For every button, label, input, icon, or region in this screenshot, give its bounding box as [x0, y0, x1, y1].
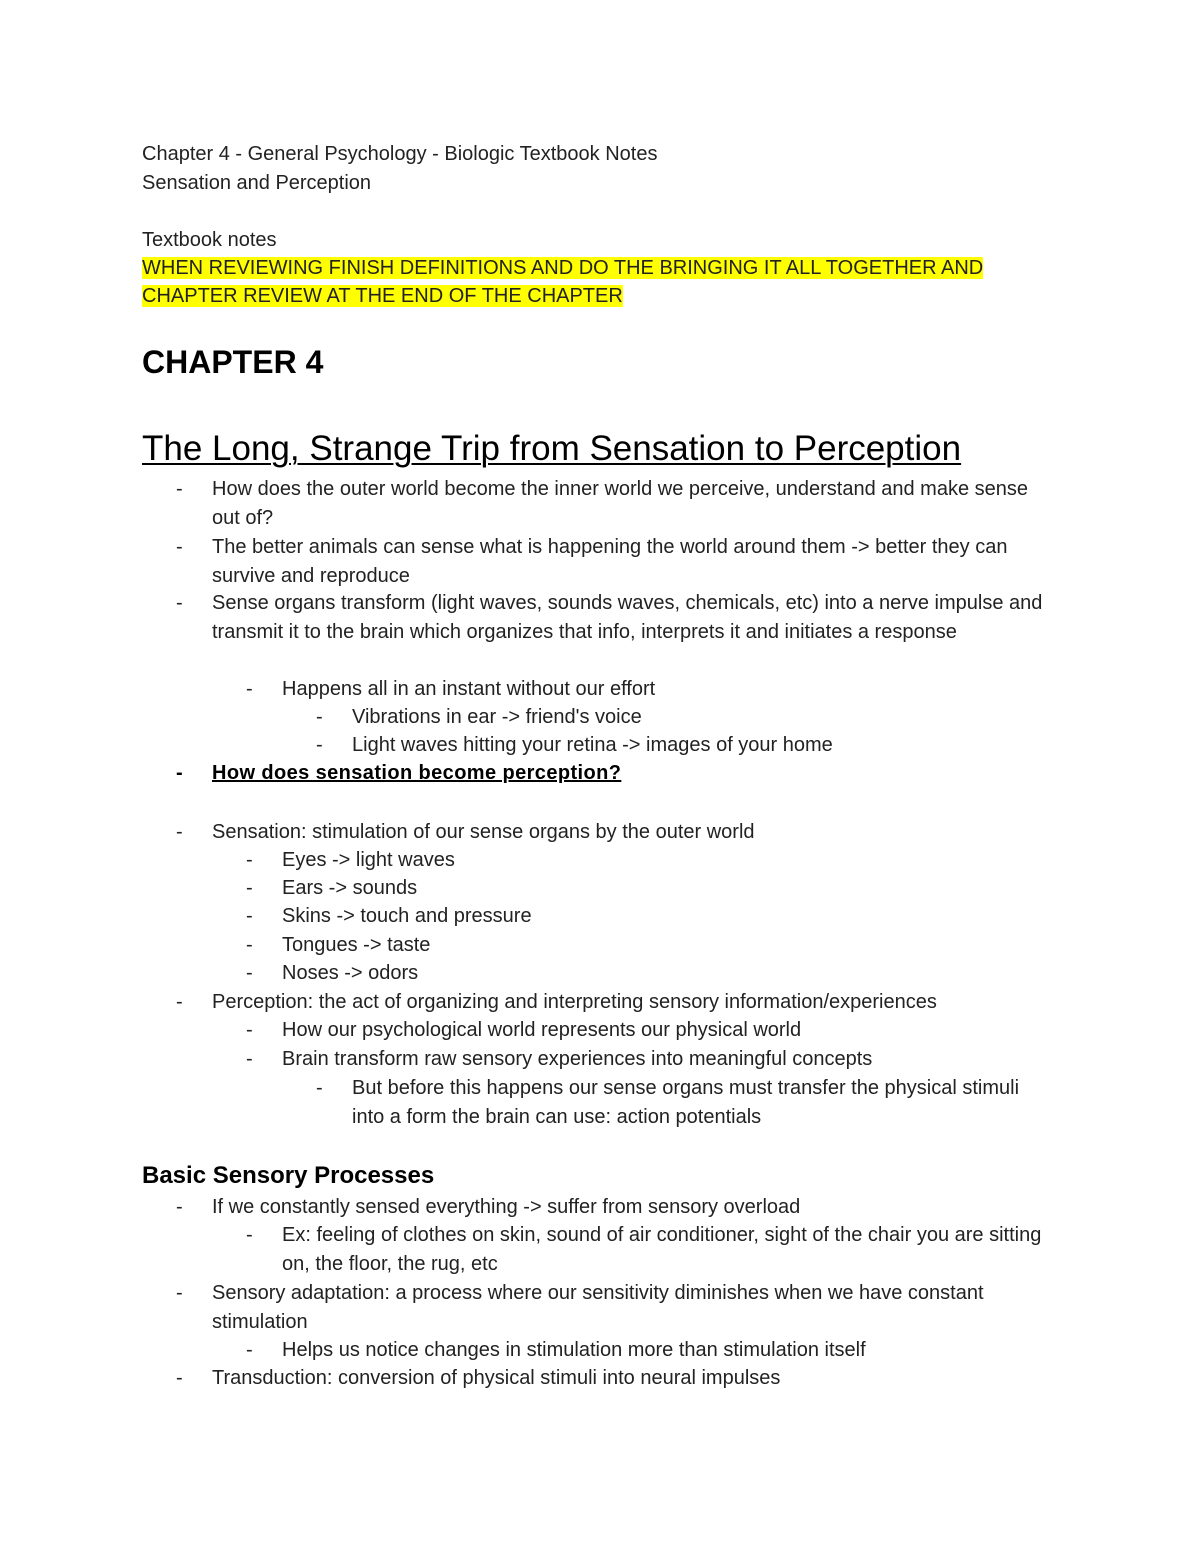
list-item-text: Tongues -> taste — [282, 934, 431, 956]
bullet-dash: - — [176, 592, 183, 614]
section-title: The Long, Strange Trip from Sensation to Perception — [142, 429, 962, 468]
textbook-notes-label: Textbook notes — [142, 229, 277, 251]
list-item-text: Happens all in an instant without our effort — [282, 678, 656, 700]
bullet-dash: - — [246, 1019, 253, 1041]
bullet-dash: - — [176, 762, 183, 784]
review-reminder-line-1 — [142, 254, 983, 282]
list-item-text: Eyes -> light waves — [282, 849, 455, 871]
bullet-dash: - — [176, 536, 183, 558]
bullet-dash: - — [246, 1339, 253, 1361]
bullet-dash: - — [246, 1048, 253, 1070]
question-heading: How does sensation become perception? — [212, 762, 622, 784]
list-item-text: Ex: feeling of clothes on skin, sound of air conditioner, sight of the chair you are sitting on, the floor, the rug, etc — [282, 1224, 1042, 1275]
chapter-heading: CHAPTER 4 — [142, 344, 324, 380]
list-item-text: Transduction: conversion of physical stimuli into neural impulses — [212, 1367, 781, 1389]
bullet-dash: - — [246, 678, 253, 700]
list-item-text: Perception: the act of organizing and interpreting sensory information/experiences — [212, 991, 937, 1013]
bullet-dash: - — [246, 877, 253, 899]
bullet-dash: - — [176, 1367, 183, 1389]
bullet-dash: - — [176, 478, 183, 500]
bullet-dash: - — [176, 1196, 183, 1218]
document-header-title: Chapter 4 - General Psychology - Biologic Textbook Notes — [142, 143, 658, 165]
list-item-text: Sensory adaptation: a process where our sensitivity diminishes when we have constant stimulation — [212, 1282, 984, 1333]
bullet-dash: - — [246, 849, 253, 871]
list-item-text: Brain transform raw sensory experiences into meaningful concepts — [282, 1048, 873, 1070]
bullet-dash: - — [176, 1282, 183, 1304]
bullet-dash: - — [316, 734, 323, 756]
list-item-text: If we constantly sensed everything -> suffer from sensory overload — [212, 1196, 801, 1218]
bullet-dash: - — [246, 962, 253, 984]
list-item-text: How does the outer world become the inner world we perceive, understand and make sense out of? — [212, 478, 1029, 529]
subsection-title: Basic Sensory Processes — [142, 1162, 435, 1189]
document-header-subtitle: Sensation and Perception — [142, 172, 372, 194]
list-item-text: Sense organs transform (light waves, sounds waves, chemicals, etc) into a nerve impulse and transmit it to the brain which organizes that info, interprets it and initiates a response — [212, 592, 1043, 643]
bullet-dash: - — [246, 934, 253, 956]
review-reminder-line-2 — [142, 282, 623, 310]
list-item-text: How our psychological world represents our physical world — [282, 1019, 802, 1041]
list-item-text: Helps us notice changes in stimulation more than stimulation itself — [282, 1339, 866, 1361]
bullet-dash: - — [176, 821, 183, 843]
list-item-text: The better animals can sense what is happening the world around them -> better they can survive and reproduce — [212, 536, 1008, 587]
list-item-text: But before this happens our sense organs must transfer the physical stimuli into a form the brain can use: action potentials — [352, 1077, 1020, 1128]
bullet-dash: - — [246, 905, 253, 927]
highlighted-text: WHEN REVIEWING FINISH DEFINITIONS AND DO THE BRINGING IT ALL TOGETHER AND — [142, 257, 984, 279]
list-item-text: Vibrations in ear -> friend's voice — [352, 706, 642, 728]
list-item-text: Light waves hitting your retina -> images of your home — [352, 734, 833, 756]
bullet-dash: - — [316, 706, 323, 728]
list-item-text: Sensation: stimulation of our sense organs by the outer world — [212, 821, 755, 843]
bullet-dash: - — [176, 991, 183, 1013]
bullet-dash: - — [316, 1077, 323, 1099]
list-item-text: Ears -> sounds — [282, 877, 418, 899]
list-item-text: Noses -> odors — [282, 962, 419, 984]
highlighted-text: CHAPTER REVIEW AT THE END OF THE CHAPTER — [142, 285, 623, 307]
list-item-text: Skins -> touch and pressure — [282, 905, 532, 927]
bullet-dash: - — [246, 1224, 253, 1246]
